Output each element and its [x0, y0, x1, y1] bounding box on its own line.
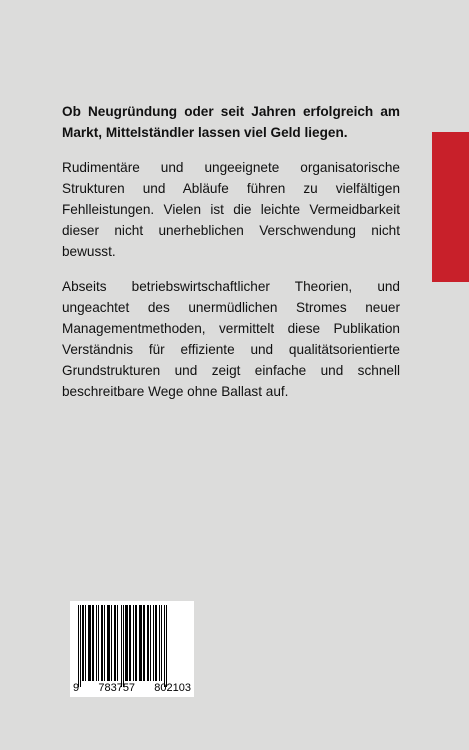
isbn-barcode: [70, 601, 194, 697]
barcode-bar: [114, 605, 116, 681]
barcode-bar: [121, 605, 122, 687]
barcode-bar: [139, 605, 142, 681]
barcode-bar: [96, 605, 97, 681]
barcode-digit-group-2: 783757: [98, 682, 136, 694]
barcode-bar: [153, 605, 154, 681]
barcode-bar: [147, 605, 149, 681]
barcode-bar: [166, 605, 167, 687]
barcode-digits: [73, 682, 191, 694]
barcode-bar: [88, 605, 91, 681]
barcode-digit-group-1: 9: [73, 682, 80, 694]
barcode-bar: [80, 605, 81, 687]
barcode-bar: [98, 605, 99, 681]
barcode-bar: [92, 605, 94, 681]
barcode-bar: [143, 605, 145, 681]
lead-paragraph: Ob Neugründung oder seit Jahren erfolgreich am Markt, Mittelständler lassen viel Geld liegen.: [62, 104, 400, 140]
barcode-bar: [107, 605, 110, 681]
barcode-digit-group-3: 802103: [154, 682, 191, 694]
barcode-bar: [117, 605, 118, 681]
barcode-bar: [164, 605, 165, 687]
barcode-bar: [129, 605, 131, 681]
barcode-bar: [123, 605, 124, 687]
barcode-bar: [161, 605, 162, 681]
barcode-bar: [111, 605, 112, 681]
barcode-bar: [125, 605, 128, 681]
body-paragraph-1: Rudimentäre und ungeeignete organisatorische Strukturen und Abläufe führen zu vielfältigen Fehlleistungen. Vielen ist die leichte Vermeidbarkeit dieser nicht unerheblichen Verschwendung nicht bewusst.: [62, 160, 400, 259]
barcode-bar: [159, 605, 160, 681]
barcode-bar: [78, 605, 79, 687]
body-paragraph-2: Abseits betriebswirtschaftlicher Theorien, und ungeachtet des unermüdlichen Stromes neuer Managementmethoden, vermittelt diese Publikation Verständnis für effiziente und qualitätsorientierte Grundstrukturen und zeigt einfache und schnell beschreitbare Wege ohne Ballast auf.: [62, 279, 400, 399]
barcode-bar: [101, 605, 103, 681]
barcode-bar: [82, 605, 84, 681]
barcode-bar: [85, 605, 86, 681]
barcode-bar: [133, 605, 134, 681]
barcode-bar: [104, 605, 105, 681]
barcode-bar: [135, 605, 137, 681]
red-accent-bar: [432, 132, 469, 282]
barcode-bar: [155, 605, 157, 681]
blurb-text: [62, 101, 400, 416]
barcode-bar: [150, 605, 151, 681]
